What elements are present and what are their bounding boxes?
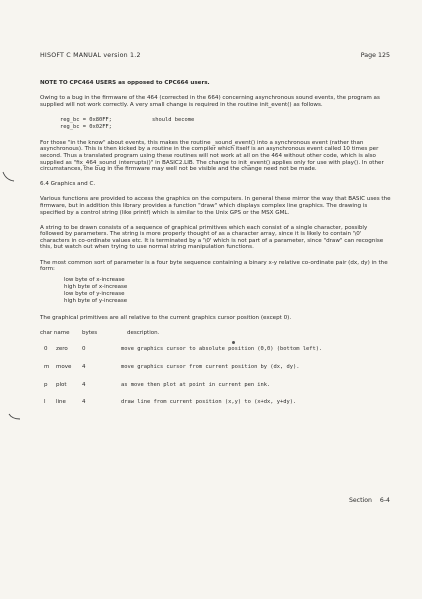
code-line-statement: reg_bc = 0x80FF; — [60, 116, 112, 123]
cell-char: p — [44, 381, 48, 388]
cell-name: line — [56, 399, 66, 406]
cell-char: 0 — [44, 346, 48, 353]
cell-bytes: 4 — [82, 381, 86, 388]
byte-list-item: high byte of y-increase — [64, 297, 128, 304]
table-header-bytes: bytes — [82, 329, 98, 336]
table-header-char-name: char name — [40, 329, 70, 336]
cell-bytes: 4 — [82, 399, 86, 406]
table-row — [40, 346, 392, 364]
cell-description: draw line from current position (x,y) to (x+dx, y+dy). — [121, 399, 297, 406]
code-line — [60, 117, 392, 124]
paragraph-3: Various functions are provided to access the graphics on the computers. In general these mirror the way that BASIC uses the firmware, but in addition this library provides a function "draw" which displays complex line graphics. The drawing is specified by a control string (like printf) which is similar to the Unix GPS or the MSX GML. — [40, 196, 391, 216]
table-row — [40, 382, 392, 400]
cell-description: as move then plot at point in current pen ink. — [121, 381, 271, 388]
paragraph-2: For those "in the know" about events, this makes the routine _sound_event() into a synchronous event (rather than asynchronous). This is then kicked by a routine in the compiler which itself is an asynchronous event called 10 times per second. Thus a translated program using these routines will not work at all on the 464 without other code, which is also supplied as "fix_464_sound_interrupts()" in BASIC2.LIB. The change to init_event() applies only for use with play(). In other circumstances, the bug in the firmware may well not be visible and the change need not be made. — [40, 139, 384, 173]
cell-name: zero — [56, 346, 68, 353]
paragraph-6: The graphical primitives are all relative to the current graphics cursor position (except 0). — [40, 314, 292, 321]
stray-dot — [232, 341, 235, 344]
page-body — [40, 80, 392, 417]
byte-list-item: low byte of y-increase — [64, 290, 125, 297]
margin-tick-icon — [2, 170, 16, 184]
byte-list-item: high byte of x-increase — [64, 283, 128, 290]
cell-description: move graphics cursor from current position by (dx, dy). — [121, 363, 300, 370]
paragraph-4: A string to be drawn consists of a sequence of graphical primitives which each consist of a single character, possibly followed by parameters. The string is more properly thought of as a character array, since it is likely to contain '\0' characters in co-ordinate values etc. It is terminated by a '\0' which is not part of a parameter, since "draw" can recognise this, but watch out when trying to use normal string manipulation functions. — [40, 224, 384, 251]
table-header-row — [40, 330, 392, 347]
cell-name: move — [56, 363, 72, 370]
paragraph-5: The most common sort of parameter is a four byte sequence containing a binary x-y relative co-ordinate pair (dx, dy) in the form: — [40, 259, 388, 273]
table-header-description: description. — [127, 329, 160, 336]
code-block — [60, 117, 392, 131]
cell-char: l — [44, 399, 46, 406]
byte-list — [64, 277, 392, 305]
table-row — [40, 364, 392, 382]
code-line-statement: reg_bc = 0x02FF; — [60, 123, 112, 130]
cell-bytes: 0 — [82, 346, 86, 353]
note-heading: NOTE TO CPC464 USERS as opposed to CPC664 users. — [40, 80, 210, 86]
code-line-comment: should become — [152, 116, 195, 123]
code-line — [60, 124, 392, 131]
byte-list-item: low byte of x-increase — [64, 276, 125, 283]
cell-bytes: 4 — [82, 363, 86, 370]
table-row — [40, 399, 392, 417]
footer-section: Section 6-4 — [348, 497, 390, 504]
margin-tick-icon — [8, 412, 22, 422]
cell-name: plot — [56, 381, 67, 388]
paragraph-1: Owing to a bug in the firmware of the 464 (corrected in the 664) concerning asynchronous sound events, the program as supplied will not work correctly. A very small change is required in the routine init_event() as follows. — [40, 95, 380, 108]
cell-char: m — [44, 363, 50, 370]
cell-description: move graphics cursor to absolute position (0,0) (bottom left). — [121, 346, 323, 353]
primitives-table — [40, 330, 392, 417]
header-page-number: Page 125 — [360, 52, 390, 59]
section-title: 6.4 Graphics and C. — [40, 181, 96, 188]
header-title: HISOFT C MANUAL version 1.2 — [40, 52, 141, 59]
